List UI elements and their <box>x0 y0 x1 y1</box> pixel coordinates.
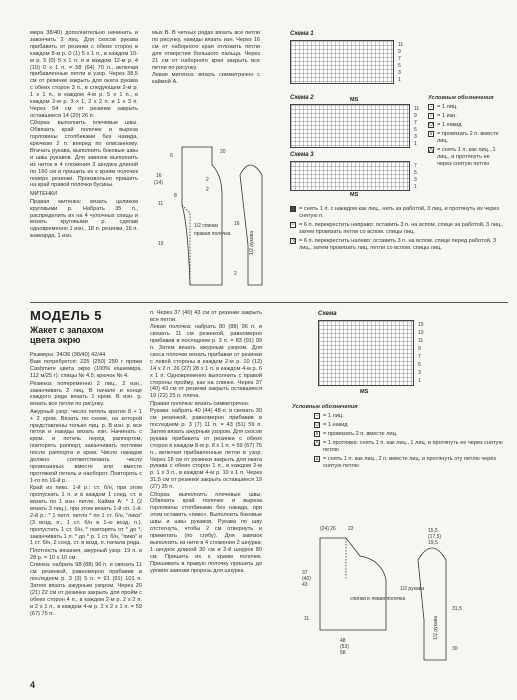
row-number: 15 <box>418 322 424 328</box>
dimension-label: (24) 26 <box>320 526 336 532</box>
bottom-garment-schematic <box>300 520 510 680</box>
legend-item: – = 1 лиц. <box>429 104 458 110</box>
paragraph: Край из пико. 1-й р.: ст. б/н, при этом пропускать 1 п. и в каждом 1 соед. ст. в вязать по 1 изн. петле. Кайма А: * 1 (2 вязать 3 лиц.), при этом вязать 1-й сп. 1-й. 2-й р.: * 1 петл. петля * по 1 ст. б/н, "пико" (3 возд. п., 1 ст. б/н в 1-ю возд. п.), пропустить 1 ст. б/н, * повторять от * до *, заканчивать 1 п. * до * р. 1 ст. б/н, "пико" и 1 ст. б/н, 2 соед. ст. в возд. п. начала ряда. <box>30 485 142 547</box>
dimension-label: 16 <box>156 173 162 179</box>
dimension-label: 19,5 <box>428 540 438 546</box>
row-number: 5 <box>414 127 417 133</box>
model-subtitle: Жакет с запахом цвета экрю <box>30 325 104 345</box>
knit-symbol-icon: – <box>429 104 433 110</box>
dimension-label: (17,5) <box>428 534 442 540</box>
paragraph: Сборка: выполнить плечевые швы. Обвязать край полочек и выреза горловины столбиками без накида, крючком 2 п. вперед по описанному. Втачать рукава, выполнить боковые швы и швы рукавов. Для завязок выполнить из ниток в 4 сложения 2 шнурка длиной по 160 см и пришить их к краям полочек поверх резинки. Произвольно пришить на край правой полочки бусины. <box>30 120 138 189</box>
k2tog-symbol-icon: ∧ <box>315 431 319 437</box>
legend-title: Условные обозначения <box>428 95 494 101</box>
paragraph: Вам потребуется: 225 (250) 250 г пряжи Cashmere цвета экрю (100% кашемира, 112 м/25 г); спицы № 4,5; крючок № 4. <box>30 359 142 380</box>
legend-item: ○ = 1 изн. <box>429 113 457 119</box>
top-legend-long-items <box>290 204 506 252</box>
cable-left-symbol-icon: ⤨ <box>291 238 296 244</box>
dimension-label: 11 <box>158 201 164 207</box>
scheme-3-chart <box>290 161 410 191</box>
legend-item: ⤨ = 6 п. перекрестить налево: оставить 3 п. на вспом. спице перед работой, 3 лиц., затем провязать лиц. петли со вспом. спицы лиц. <box>291 238 497 251</box>
piece-label: 1/2 спинки <box>194 223 219 229</box>
bottom-legend <box>292 404 504 470</box>
paragraph: Правая митенка: вязать целиком круговыми р. Набрать 35 п., распределить их на 4 чулочных спицы и вязать круговыми р. сделав одновременно 1 изн., 18 п. резинки, 16 п. жаккарда, 1 изн. <box>30 198 138 240</box>
paragraph: п. Через 37 (40) 43 см от резинки закрыть все петли. <box>150 310 262 323</box>
sk2p-symbol-icon: ⩓ <box>315 456 319 462</box>
row-number: 7 <box>414 120 417 126</box>
row-number: 3 <box>418 370 421 376</box>
legend-item: – = 1 лиц. <box>315 413 344 419</box>
knit-symbol-icon: – <box>315 413 319 419</box>
scheme-3-ms-label: MS <box>350 192 359 198</box>
dimension-label: 31,5 <box>452 606 462 612</box>
page-number: 4 <box>30 680 36 690</box>
dimension-label: 58 <box>340 650 346 656</box>
scheme-2-chart <box>290 104 410 148</box>
yarn-over-symbol-icon: U <box>429 122 433 128</box>
legend-title: Условные обозначения <box>292 404 358 410</box>
legend-item: ▨ = снять 1 п. с накидом как лиц., нить за работой, 3 лиц. и протянуть их через снятую п. <box>291 206 499 219</box>
dimension-label: (40) <box>302 576 311 582</box>
scheme-2-ms-label: MS <box>350 97 359 103</box>
purl-symbol-icon: ○ <box>429 113 433 119</box>
row-number: 7 <box>398 56 401 62</box>
paragraph: Левая полочка: набрать 80 (88) 96 п. и связать 11 см резинкой, равномерно прибавив в последнем р. 3 п. = 83 (91) 99 п. Затем вязать ажурным узором. Для скоса полочки вязать прибавки от резинки с левой стороны в каждом 2-м р. 10 (12) 14 х 2 п. 26 (27) 28 х 1 п. в каждом 4-м р. 6 х 1 п. Одновременно выполнить с правой стороны пройму, как на спинке. Через 37 (40) 43 см от резинки закрыть оставшиеся 19 (22) 25 п. плеча. <box>150 324 262 400</box>
paragraph: мых В. В четных рядах вязать все петли по рисунку, накиды вязать изн. Через 16 см от наборного края отложить петли для отверстия большого пальца. Через 21 см от наборного края закрыть все петли по рисунку. <box>152 30 260 71</box>
piece-label: правая полочка <box>194 231 231 237</box>
row-number: 11 <box>398 42 404 48</box>
cable-right-symbol-icon: ⤧ <box>291 222 296 228</box>
row-number: 7 <box>418 354 421 360</box>
dimension-label: 30 <box>452 646 458 652</box>
row-number: 1 <box>414 141 417 147</box>
dimension-label: (14) <box>154 180 163 186</box>
model-title: МОДЕЛЬ 5 <box>30 308 103 323</box>
bottom-text-column-1 <box>30 352 142 674</box>
legend-item: ∧ = провязать 2 п. вместе лиц. <box>429 131 499 144</box>
paragraph: мера 38/40) дополнительно начинать и закончить 2 лиц. Для скосов рукава прибавить от резинки с обеих сторон в каждом 8-м р. 0 (1) 5 х 1 п., в каждом 10-м р. 5 (0) 5 х 1 п. и в каждом 12-м р. 4 (10) 0 х 1 п. = 58 (64) 70 п., включая прибавленные петли в узор. Через 38,5 см от резинки закрыть для оката рукава с обеих сторон 3 п., в следующем 2-м р. 1 х 1 п., в каждом 4-м р. 5 х 1 п., в каждом 2-м р. 3 х 1, 2 х 2 п. и 1 х 3 п. Через 54 см от резинки закрыть оставшиеся 14 (20) 26 п. <box>30 30 138 119</box>
row-number: 9 <box>418 346 421 352</box>
dimension-label: 48 <box>340 638 346 644</box>
row-number: 5 <box>398 63 401 69</box>
row-number: 3 <box>414 177 417 183</box>
paragraph: Правая полочка: вязать симметрично. <box>150 400 250 407</box>
legend-item: ⩓ = снять 1 п. как лиц., 2 п. вместе лиц. и протянуть эту петлю через снятую петлю <box>315 456 496 469</box>
row-number: 7 <box>414 163 417 169</box>
legend-item: U = 1 накид <box>429 122 462 128</box>
legend-item: ⋀ = 1 протяжка: снять 1 п. как лиц., 1 лиц. и протянуть ее через снятую петлю <box>315 440 503 453</box>
dimension-label: 37 <box>302 570 308 576</box>
dimension-label: 16 <box>234 221 240 227</box>
dimension-label: 43 <box>302 582 308 588</box>
dimension-label: 2 <box>206 177 209 183</box>
scheme-1-chart <box>290 40 394 84</box>
dimension-label: 6 <box>170 153 173 159</box>
paragraph: Размеры: 34/36 (38/40) 42/44 <box>30 352 106 358</box>
dimension-label: 2 <box>206 187 209 193</box>
legend-item: ⋀ = снять 1 п. как лиц., 1 лиц., и протянуть ее через снятую петлю <box>429 147 496 167</box>
paragraph: Ажурный узор: число петель кратно 8 + 1 + 2 кром. Вязать по схеме, на которой представлены только лиц. р. В изн. р. все петли и накиды вязать изн. Начинать с кром. и петель перед раппортом, повторять раппорт, заканчивать петлями после раппорта и кром. Число накидов должно соответствовать числу провязанных вместе или вместе протяжкой петель и наоборот. Повторять с 1-го по 16-й р. <box>30 408 142 484</box>
scheme-1-title: Схема 1 <box>290 31 314 37</box>
bottom-scheme-ms-label: MS <box>360 389 369 395</box>
legend-item: ⤧ = 6 п. перекрестить направо: оставить 3 п. на вспом. спице за работой, 3 лиц., затем провязать петли со вспом. спицы лиц. <box>291 222 504 235</box>
row-number: 9 <box>398 49 401 55</box>
bottom-text-column-2 <box>150 310 262 674</box>
dimension-label: 8 <box>174 193 177 199</box>
piece-label: 1/2 рукава <box>433 615 439 640</box>
piece-label: 1/2 рукава <box>400 586 425 592</box>
top-text-column-1 <box>30 30 138 282</box>
row-number: 13 <box>418 330 424 336</box>
dimension-label: 20 <box>220 149 226 155</box>
row-number: 11 <box>418 338 424 344</box>
top-legend <box>428 95 506 168</box>
slip-symbol-icon: ▨ <box>291 206 296 212</box>
paragraph: Левая митенка: вязать симметрично с каймой А. <box>152 71 260 85</box>
bottom-scheme-title: Схема <box>318 311 337 317</box>
row-number: 9 <box>414 113 417 119</box>
dimension-label: 11 <box>304 616 310 622</box>
row-number: 1 <box>414 184 417 190</box>
piece-label: 1/2 рукава <box>249 230 255 255</box>
section-divider <box>30 302 508 303</box>
paragraph: Спинка: набрать 98 (88) 96 п. и связать 11 см резинкой, равномерно прибавив в последнем р. 3 (3) 5 п. = 91 (91) 101 п. Затем вязать ажурным узором. Через 20 (21) 22 см от резинки закрыть для пройм с обеих сторон 4 п., в каждом 2-м р. 2 х 2 п. и 2 х 1 п., в каждом 4-м р. 2 х 2 х 1 п. = 59 (67) 75 п. <box>30 562 142 617</box>
top-text-column-2 <box>152 30 260 125</box>
paragraph: Резинка: попеременно 2 лиц., 2 изн., заканчивать 2 лиц. В начале и конце каждого ряда вязать 1 кром. В изн. р. вязать все петли по рисунку. <box>30 380 142 408</box>
row-number: 3 <box>414 134 417 140</box>
paragraph: Рукава: набрать 40 (44) 48 п. и связать 30 см резинкой, равномерно прибавив в последнем р. 3 (7) 11 п. = 43 (51) 59 п. Затем вязать ажурным узором. Для скосов рукава прибавить от резинки с обеих сторон в каждом 8-м р. 8 х 1 п. = 59 (67) 75 п., включая прибавленные петли в узор. Через 18 см от резинки закрыть для оката рукава с обеих сторон 1 п., в каждом 2-м р. 1 х 3 п., в каждом 4-м р. 10 х 1 п. Через 31,5 см от резинки закрыть оставшиеся 19 (27) 35 п. <box>150 408 262 491</box>
ssk-symbol-icon: ⋀ <box>315 440 320 446</box>
scheme-2-title: Схема 2 <box>290 95 314 101</box>
top-garment-schematic <box>150 135 275 300</box>
dimension-label: 15 <box>158 241 164 247</box>
piece-label: спинки и левая полочка <box>350 596 406 602</box>
dimension-label: 2 <box>234 271 237 277</box>
paragraph: Плотность вязания, ажурный узор: 19 п. и 28 р. = 10 х 10 см. <box>30 547 142 561</box>
dimension-label: 22 <box>348 526 354 532</box>
dimension-label: 15,5 <box>428 528 438 534</box>
ssk-symbol-icon: ⋀ <box>429 147 434 153</box>
row-number: 1 <box>398 77 401 83</box>
row-number: 5 <box>414 170 417 176</box>
dimension-label: (53) <box>340 644 349 650</box>
bottom-scheme-chart <box>318 320 414 386</box>
row-number: 5 <box>418 362 421 368</box>
paragraph: Сборка: выполнить плечевые швы. Обвязать край полочек и выреза горловины столбиками без накида, при этом оставить «пико». Выполнить боковые швы и швы рукавов. Рукава по шву отстегнуть, чтобы 2 см отвернуть и приметать (по сгибу). Для завязок выполнить из нити в 4 сложения 2 шнурка: 1 шнурок длиной 30 см и 2-й шнурок 80 см. Пришить их к краям полочек. Пришивать в правую полочку пришить до уровня завязки прорезь для шнурка. <box>150 491 262 574</box>
k2tog-symbol-icon: ∧ <box>429 131 433 137</box>
row-number: 1 <box>418 378 421 384</box>
legend-item: U = 1 накид <box>315 422 348 428</box>
row-number: 11 <box>414 106 420 112</box>
scheme-3-title: Схема 3 <box>290 152 314 158</box>
section-heading: МИТЕНКИ <box>30 191 58 198</box>
yarn-over-symbol-icon: U <box>315 422 319 428</box>
row-number: 3 <box>398 70 401 76</box>
legend-item: ∧ = провязать 2 п. вместе лиц. <box>315 431 398 437</box>
